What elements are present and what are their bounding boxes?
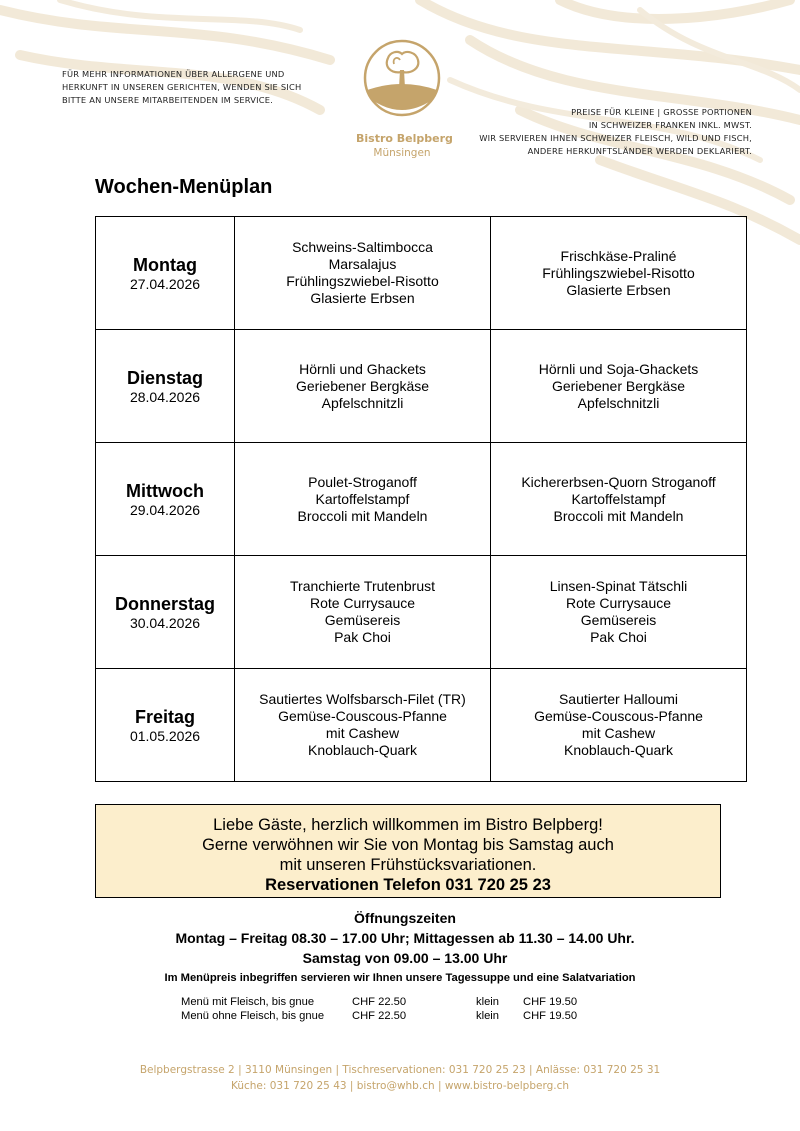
table-row (96, 669, 747, 782)
included-note: Im Menüpreis inbegriffen servieren wir Ihnen unsere Tagessuppe und eine Salatvariation (164, 972, 636, 984)
price-note-line: WIR SERVIEREN IHNEN SCHWEIZER FLEISCH, WILD UND FISCH, (479, 133, 752, 143)
allergen-note-line: HERKUNFT IN UNSEREN GERICHTEN, WENDEN SIE SICH (62, 82, 302, 92)
dish-line: Sautierter Halloumi (558, 691, 679, 707)
dish-line: Geriebener Bergkäse (295, 377, 430, 394)
dish-line: Marsalajus (328, 256, 397, 272)
opening-hours-saturday: Samstag von 09.00 – 13.00 Uhr (302, 950, 508, 966)
day-name: Freitag (134, 706, 195, 727)
dish-line: Hörnli und Soja-Ghackets (538, 360, 699, 377)
meat-menu-cell (235, 669, 491, 782)
price-note-line: IN SCHWEIZER FRANKEN INKL. MWST. (588, 120, 752, 130)
dish-line: Glasierte Erbsen (566, 281, 671, 298)
small-price-value: CHF 19.50 (523, 996, 578, 1008)
logo-name: Bistro Belpberg (356, 132, 453, 145)
veg-menu-cell (491, 556, 747, 669)
dish-line: Frühlingszwiebel-Risotto (542, 264, 695, 281)
dish-line: Pak Choi (334, 629, 391, 645)
table-row (96, 443, 747, 556)
day-name: Mittwoch (126, 480, 204, 501)
dish-line: Tranchierte Trutenbrust (290, 578, 435, 594)
footer-contact: Küche: 031 720 25 43 | bistro@whb.ch | www.bistro-belpberg.ch (230, 1080, 570, 1092)
dish-line: Apfelschnitzli (321, 394, 404, 411)
day-name: Donnerstag (114, 593, 215, 614)
dish-line: Knoblauch-Quark (564, 742, 673, 758)
dish-line: Frischkäse-Praliné (560, 247, 677, 264)
small-price-label: klein (476, 1010, 500, 1022)
allergen-note-line: BITTE AN UNSERE MITARBEITENDEN IM SERVICE. (62, 95, 274, 105)
day-date: 30.04.2026 (129, 614, 201, 631)
day-date: 01.05.2026 (129, 727, 201, 744)
dish-line: Pak Choi (590, 629, 647, 645)
dish-line: mit Cashew (325, 725, 400, 741)
price-note-line: PREISE FÜR KLEINE | GROSSE PORTIONEN (571, 107, 752, 117)
welcome-line: Gerne verwöhnen wir Sie von Montag bis Samstag auch (202, 836, 614, 854)
dish-line: Glasierte Erbsen (310, 290, 415, 306)
day-date: 29.04.2026 (129, 501, 201, 518)
veg-menu-cell (491, 217, 747, 330)
dish-line: Gemüsereis (580, 612, 657, 628)
dish-line: Sautiertes Wolfsbarsch-Filet (TR) (259, 691, 466, 707)
veg-menu-cell (491, 330, 747, 443)
footer-address: Belpbergstrasse 2 | 3110 Münsingen | Tischreservationen: 031 720 25 23 | Anlässe: 031 720 25 31 (139, 1064, 661, 1076)
dish-line: Kichererbsen-Quorn Stroganoff (521, 473, 716, 490)
price-note (422, 106, 752, 158)
veg-menu-cell (491, 669, 747, 782)
dish-line: Frühlingszwiebel-Risotto (286, 273, 439, 289)
price-value: CHF 22.50 (352, 996, 407, 1008)
dish-line: Gemüse-Couscous-Pfanne (278, 708, 447, 724)
dish-line: mit Cashew (581, 725, 656, 741)
day-name: Dienstag (126, 367, 204, 388)
dish-line: Apfelschnitzli (577, 394, 660, 411)
day-cell (96, 330, 235, 443)
page-title: Wochen-Menüplan (95, 176, 273, 198)
dish-line: Gemüsereis (324, 612, 401, 628)
opening-hours-weekday: Montag – Freitag 08.30 – 17.00 Uhr; Mittagessen ab 11.30 – 14.00 Uhr. (175, 930, 635, 946)
welcome-line: mit unseren Frühstücksvariationen. (279, 856, 537, 874)
meat-menu-cell (235, 443, 491, 556)
allergen-note-line: FÜR MEHR INFORMATIONEN ÜBER ALLERGENE UND (62, 69, 285, 79)
dish-line: Linsen-Spinat Tätschli (549, 578, 688, 594)
meat-menu-cell (235, 217, 491, 330)
meat-menu-cell (235, 556, 491, 669)
allergen-note (62, 68, 302, 107)
dish-line: Kartoffelstampf (315, 490, 410, 507)
table-row (96, 330, 747, 443)
day-date: 27.04.2026 (129, 275, 201, 292)
opening-hours (0, 908, 800, 968)
dish-line: Geriebener Bergkäse (551, 377, 686, 394)
welcome-box (95, 804, 721, 898)
footer (0, 1062, 800, 1094)
dish-line: Knoblauch-Quark (308, 742, 417, 758)
dish-line: Gemüse-Couscous-Pfanne (534, 708, 703, 724)
dish-line: Broccoli mit Mandeln (297, 507, 428, 524)
day-cell (96, 443, 235, 556)
meat-menu-cell (235, 330, 491, 443)
day-cell (96, 217, 235, 330)
price-note-line: ANDERE HERKUNFTSLÄNDER WERDEN DEKLARIERT. (527, 146, 752, 156)
table-row (96, 556, 747, 669)
dish-line: Rote Currysauce (565, 595, 672, 611)
table-row (96, 217, 747, 330)
dish-line: Rote Currysauce (309, 595, 416, 611)
dish-line: Hörnli und Ghackets (299, 360, 426, 377)
day-date: 28.04.2026 (129, 388, 201, 405)
day-cell (96, 556, 235, 669)
small-price-label: klein (476, 996, 500, 1008)
weekly-menu-table (95, 216, 747, 782)
dish-line: Kartoffelstampf (571, 490, 666, 507)
logo-place: Münsingen (373, 147, 431, 159)
dish-line: Schweins-Saltimbocca (292, 239, 433, 255)
small-price-value: CHF 19.50 (523, 1010, 578, 1022)
dish-line: Poulet-Stroganoff (308, 473, 417, 490)
price-value: CHF 22.50 (352, 1010, 407, 1022)
opening-hours-title: Öffnungszeiten (354, 910, 456, 926)
day-name: Montag (133, 254, 197, 275)
price-label: Menü mit Fleisch, bis gnue (181, 996, 315, 1008)
reservation-phone: Reservationen Telefon 031 720 25 23 (265, 876, 551, 894)
price-label: Menü ohne Fleisch, bis gnue (181, 1010, 325, 1022)
veg-menu-cell (491, 443, 747, 556)
day-cell (96, 669, 235, 782)
dish-line: Broccoli mit Mandeln (553, 507, 684, 524)
welcome-line: Liebe Gäste, herzlich willkommen im Bistro Belpberg! (213, 816, 603, 834)
